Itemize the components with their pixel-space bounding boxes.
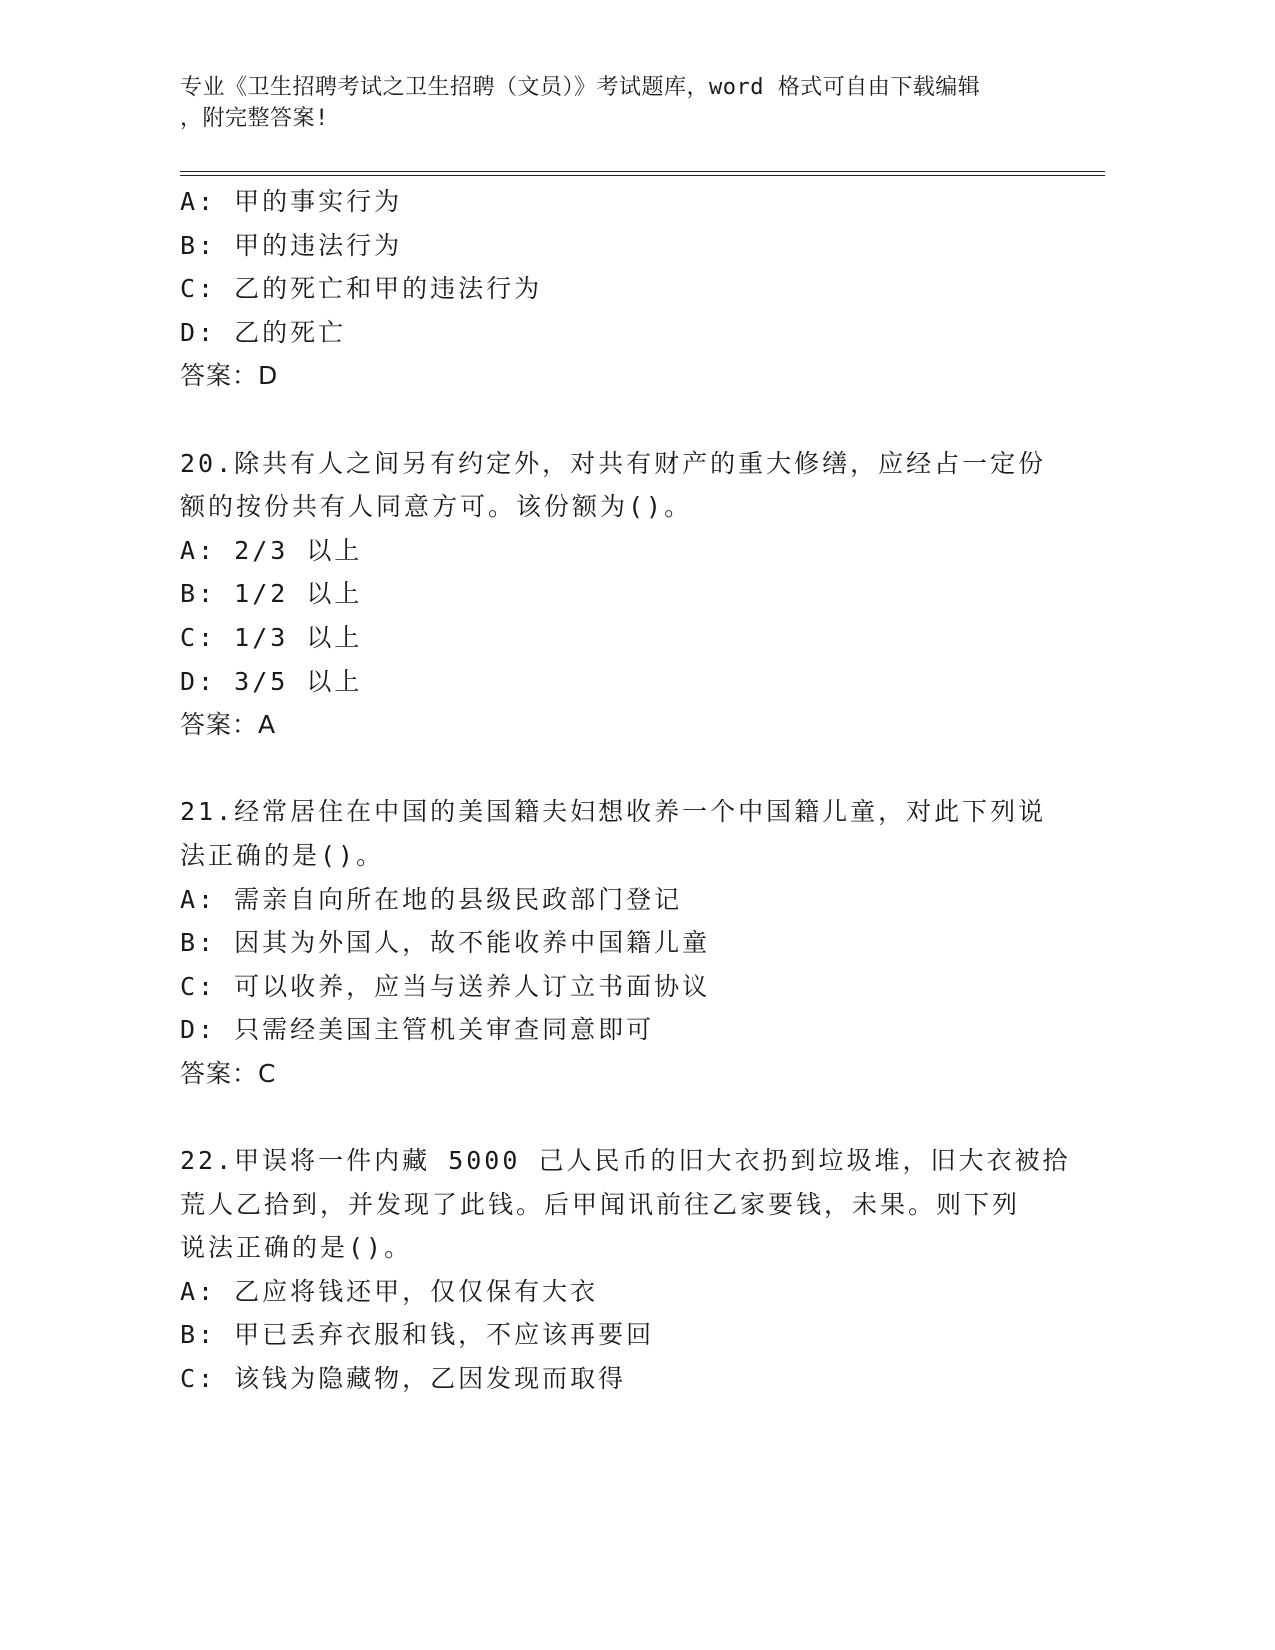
question-20-stem bbox=[180, 442, 1047, 529]
header-line-1: 专业《卫生招聘考试之卫生招聘（文员）》考试题库，word 格式可自由下载编辑 bbox=[180, 75, 981, 100]
question-22-option-a: A: 乙应将钱还甲，仅仅保有大衣 bbox=[180, 1276, 599, 1306]
header-line-2: ，附完整答案! bbox=[180, 106, 329, 131]
question-20-option-d: D: 3/5 以上 bbox=[180, 666, 363, 696]
question-19-option-a: A: 甲的事实行为 bbox=[180, 187, 403, 216]
question-20-stem-line-1: 20.除共有人之间另有约定外，对共有财产的重大修缮，应经占一定份 bbox=[180, 448, 1047, 478]
spacer bbox=[180, 1095, 1040, 1139]
question-21-option-a: A: 需亲自向所在地的县级民政部门登记 bbox=[180, 884, 683, 914]
question-22-option-c: C: 该钱为隐藏物，乙因发现而取得 bbox=[180, 1364, 627, 1394]
question-20-option-a: A: 2/3 以上 bbox=[180, 535, 363, 565]
question-19-option-d: D: 乙的死亡 bbox=[180, 317, 347, 347]
spacer bbox=[180, 747, 1040, 791]
question-21-answer: 答案：C bbox=[180, 1058, 277, 1088]
question-19-options bbox=[180, 180, 1040, 354]
question-21-stem bbox=[180, 790, 1047, 877]
question-22-stem-line-3: 说法正确的是()。 bbox=[180, 1233, 413, 1263]
header-divider-bottom bbox=[180, 175, 1105, 176]
question-19-answer: 答案：D bbox=[180, 361, 279, 391]
question-20-answer: 答案：A bbox=[180, 710, 277, 740]
header-divider-top bbox=[180, 171, 1105, 172]
question-22-options bbox=[180, 1270, 1040, 1401]
question-content bbox=[180, 180, 1071, 1401]
question-21-options bbox=[180, 878, 1040, 1052]
question-20-option-c: C: 1/3 以上 bbox=[180, 622, 363, 652]
question-22-option-b: B: 甲已丢弃衣服和钱，不应该再要回 bbox=[180, 1320, 655, 1350]
question-20-option-b: B: 1/2 以上 bbox=[180, 579, 363, 609]
question-21-option-d: D: 只需经美国主管机关审查同意即可 bbox=[180, 1015, 655, 1045]
document-header bbox=[180, 72, 1060, 134]
question-19-option-c: C: 乙的死亡和甲的违法行为 bbox=[180, 274, 543, 304]
question-21-stem-line-1: 21.经常居住在中国的美国籍夫妇想收养一个中国籍儿童，对此下列说 bbox=[180, 797, 1047, 827]
question-21-stem-line-2: 法正确的是()。 bbox=[180, 840, 385, 870]
question-20-options bbox=[180, 529, 1040, 703]
question-21-option-b: B: 因其为外国人，故不能收养中国籍儿童 bbox=[180, 928, 711, 958]
spacer bbox=[180, 398, 1040, 442]
question-22-stem-line-2: 荒人乙拾到，并发现了此钱。后甲闻讯前往乙家要钱，未果。则下列 bbox=[180, 1189, 1021, 1219]
question-19-option-b: B: 甲的违法行为 bbox=[180, 230, 403, 260]
question-22-stem bbox=[180, 1139, 1071, 1270]
question-21-option-c: C: 可以收养，应当与送养人订立书面协议 bbox=[180, 971, 711, 1001]
question-22-stem-line-1: 22.甲误将一件内藏 5000 己人民币的旧大衣扔到垃圾堆，旧大衣被拾 bbox=[180, 1146, 1071, 1176]
question-20-stem-line-2: 额的按份共有人同意方可。该份额为()。 bbox=[180, 492, 693, 522]
